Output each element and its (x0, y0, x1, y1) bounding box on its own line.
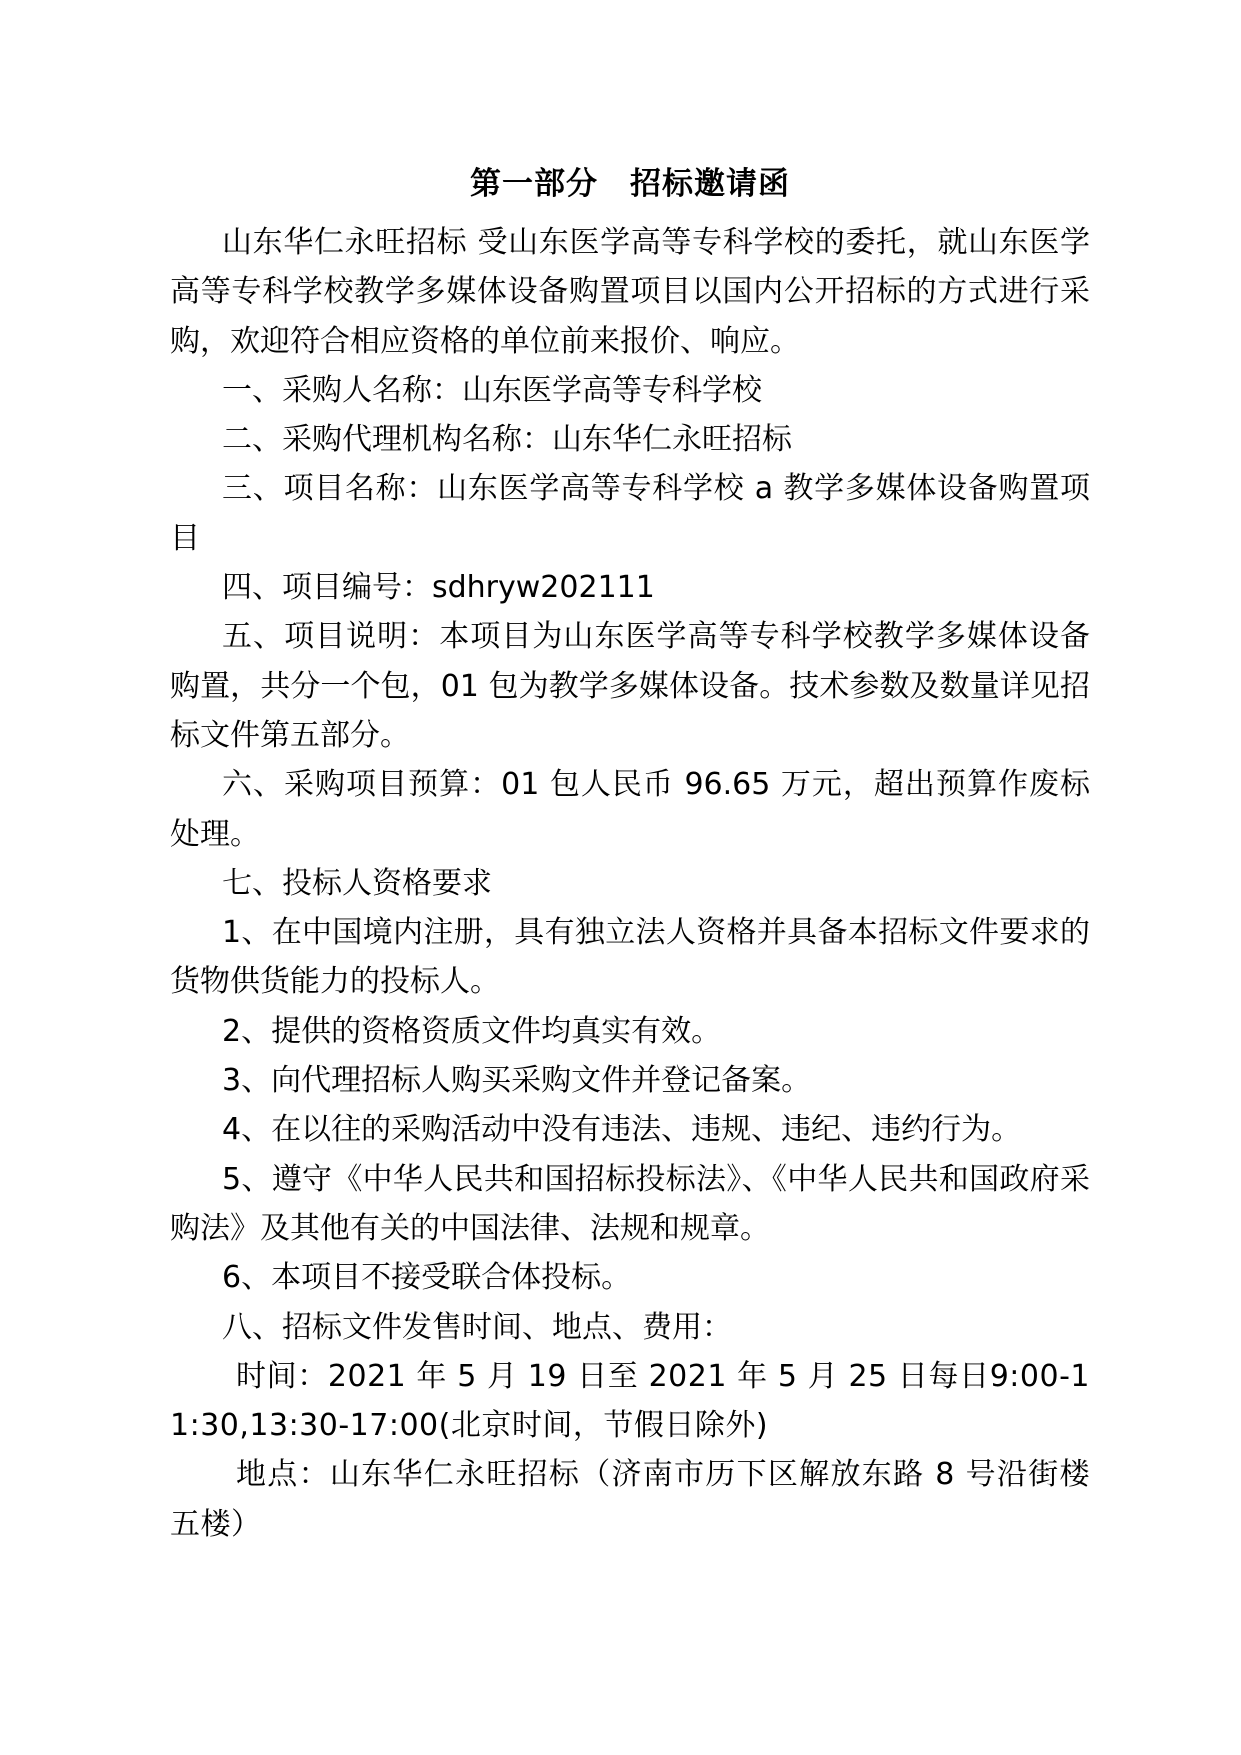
project-description: 五、项目说明：本项目为山东医学高等专科学校教学多媒体设备购置，共分一个包，01 包为教学多媒体设备。技术参数及数量详见招标文件第五部分。 (170, 619, 1090, 753)
project-number: 四、项目编号：sdhryw202111 (222, 570, 655, 606)
sale-time: 时间：2021 年 5 月 19 日至 2021 年 5 月 25 日每日9:00-11:30,13:30-17:00(北京时间，节假日除外) (170, 1358, 1090, 1444)
bidder-requirements-heading: 七、投标人资格要求 (222, 865, 492, 901)
agency-name: 二、采购代理机构名称：山东华仁永旺招标 (222, 422, 792, 458)
project-name: 三、项目名称：山东医学高等专科学校 a 教学多媒体设备购置项目 (170, 471, 1090, 556)
sale-info-heading: 八、招标文件发售时间、地点、费用： (222, 1309, 732, 1345)
page-title: 第一部分 招标邀请函 (470, 166, 790, 202)
requirement-item-5: 5、遵守《中华人民共和国招标投标法》、《中华人民共和国政府采购法》及其他有关的中国法律、法规和规章。 (170, 1161, 1090, 1246)
project-budget: 六、采购项目预算：01 包人民币 96.65 万元，超出预算作废标处理。 (170, 767, 1090, 852)
purchaser-name: 一、采购人名称：山东医学高等专科学校 (222, 372, 762, 408)
sale-location: 地点：山东华仁永旺招标（济南市历下区解放东路 8 号沿街楼五楼） (170, 1457, 1090, 1542)
document-page (170, 160, 1090, 1549)
requirement-item-4: 4、在以往的采购活动中没有违法、违规、违纪、违约行为。 (222, 1112, 1022, 1148)
requirement-item-2: 2、提供的资格资质文件均真实有效。 (222, 1013, 722, 1049)
requirement-item-1: 1、在中国境内注册，具有独立法人资格并具备本招标文件要求的货物供货能力的投标人。 (170, 915, 1090, 1000)
requirement-item-3: 3、向代理招标人购买采购文件并登记备案。 (222, 1063, 812, 1099)
intro-paragraph: 山东华仁永旺招标 受山东医学高等专科学校的委托，就山东医学高等专科学校教学多媒体设备购置项目以国内公开招标的方式进行采购，欢迎符合相应资格的单位前来报价、响应。 (170, 225, 1090, 359)
requirement-item-6: 6、本项目不接受联合体投标。 (222, 1260, 632, 1296)
